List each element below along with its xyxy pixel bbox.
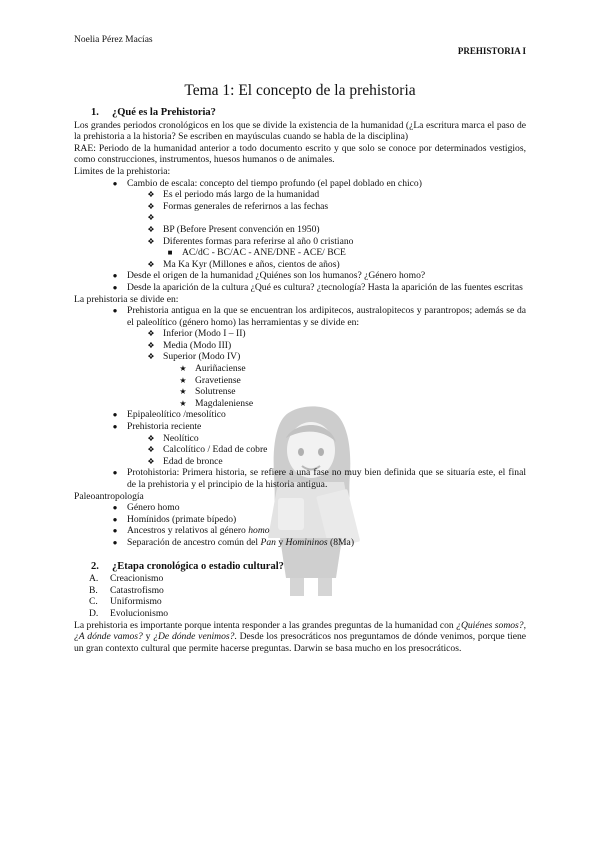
square-icon: ■ <box>167 248 173 258</box>
list-item: ● Cambio de escala: concepto del tiempo profundo (el papel doblado en chico) <box>74 178 526 190</box>
list-item: ● Prehistoria reciente <box>74 421 526 433</box>
list-label: Limites de la prehistoria: <box>74 165 171 177</box>
list-item: ❖ Calcolítico / Edad de cobre <box>147 444 268 456</box>
document-body <box>74 107 526 654</box>
list-item: C. Uniformismo <box>89 596 162 608</box>
paragraph: La prehistoria es importante porque intenta responder a las grandes preguntas de la humanidad con ¿Quiénes somos?, ¿A dónde vamos? y ¿De dónde venimos?. Desde los presocráticos nos preguntamos de dónde venimos, porque tiene un gran contexto cultural que permite hacerse preguntas. Darwin se basa mucho en los presocráticos. <box>74 619 527 654</box>
bullet-icon: ● <box>112 514 118 524</box>
list-item: ● Homínidos (primate bípedo) <box>74 514 526 526</box>
bullet-icon: ● <box>112 537 118 547</box>
list-item: ■ AC/dC - BC/AC - ANE/DNE - ACE/ BCE <box>74 247 526 259</box>
list-item: ● Prehistoria antigua en la que se encuentran los ardipitecos, australopitecos y parantropos; además se da el paleolítico (género homo) las herramientas y se divide en: <box>74 305 526 328</box>
list-item: ● Desde el origen de la humanidad ¿Quiénes son los humanos? ¿Género homo? <box>74 270 526 282</box>
paragraph: Los grandes periodos cronológicos en los que se divide la existencia de la humanidad (¿La escritura marca el paso de la prehistoria a la historia? Se escriben en mayúsculas cuando se habla de la disciplina) <box>74 119 526 143</box>
list-item: ★ Magdaleniense <box>179 397 254 409</box>
list-label: Paleoantropología <box>74 490 144 502</box>
bullet-icon: ● <box>112 410 118 420</box>
list-item: ❖ Superior (Modo IV) <box>147 351 241 363</box>
list-item: ❖ BP (Before Present convención en 1950) <box>147 223 320 235</box>
list-item: ● Separación de ancestro común del Pan y Homininos (8Ma) <box>74 537 526 549</box>
bullet-icon: ● <box>112 271 118 281</box>
list-item: ❖ Formas generales de referirnos a las fechas <box>147 200 329 212</box>
bullet-icon: ● <box>112 282 118 292</box>
list-label: La prehistoria se divide en: <box>74 293 179 305</box>
list-item: D. Evolucionismo <box>89 607 169 619</box>
list-item: B. Catastrofismo <box>89 584 164 596</box>
star-icon: ★ <box>179 398 187 408</box>
diamond-icon: ❖ <box>147 236 155 246</box>
list-item: ● Género homo <box>74 502 526 514</box>
list-item: ● Ancestros y relativos al género homo <box>74 525 526 537</box>
section-2-heading <box>91 561 526 573</box>
list-item: ❖ Media (Modo III) <box>147 339 232 351</box>
bullet-icon: ● <box>112 503 118 513</box>
diamond-icon: ❖ <box>147 352 155 362</box>
section-title: ¿Qué es la Prehistoria? <box>112 107 216 118</box>
list-item: ❖ Diferentes formas para referirse al año 0 cristiano <box>147 235 354 247</box>
diamond-icon: ❖ <box>147 190 155 200</box>
section-number: 1. <box>91 107 99 118</box>
section-title: ¿Etapa cronológica o estadio cultural? <box>112 560 284 572</box>
list-item: ❖ Ma Ka Kyr (Millones e años, cientos de años) <box>147 258 340 270</box>
list-item: ★ Gravetiense <box>179 374 241 386</box>
diamond-icon: ❖ <box>147 445 155 455</box>
list-item: ❖ Edad de bronce <box>147 455 223 467</box>
diamond-icon: ❖ <box>147 259 155 269</box>
list-item: ● Protohistoria: Primera historia, se refiere a una fase no muy bien definida que se situaría este, el final de la prehistoria y el principio de la historia antigua. <box>74 467 526 490</box>
bullet-icon: ● <box>112 178 118 188</box>
bullet-icon: ● <box>112 526 118 536</box>
star-icon: ★ <box>179 364 187 374</box>
star-icon: ★ <box>179 375 187 385</box>
list-item: ★ Auriñaciense <box>179 363 246 375</box>
star-icon: ★ <box>179 387 187 397</box>
list-item: ★ Solutrense <box>179 386 236 398</box>
list-item: ❖ Inferior (Modo I – II) <box>147 328 246 340</box>
section-1-heading <box>91 107 526 119</box>
diamond-icon: ❖ <box>147 340 155 350</box>
list-item: ❖ Neolítico <box>147 432 199 444</box>
bullet-icon: ● <box>112 306 118 316</box>
diamond-icon: ❖ <box>147 224 155 234</box>
list-item: ● Desde la aparición de la cultura ¿Qué es cultura? ¿tecnología? Hasta la aparición de las fuentes escritas <box>74 282 526 294</box>
list-item <box>74 212 526 224</box>
author-name: Noelia Pérez Macías <box>74 35 153 45</box>
paragraph: RAE: Periodo de la humanidad anterior a todo documento escrito y que solo se conoce por determinados vestigios, como construcciones, instrumentos, huesos humanos o de animales. <box>74 142 526 166</box>
diamond-icon: ❖ <box>147 433 155 443</box>
course-name: PREHISTORIA I <box>457 46 526 56</box>
list-item: ❖ Es el periodo más largo de la humanidad <box>147 189 320 201</box>
document-title: Tema 1: El concepto de la prehistoria <box>184 82 416 99</box>
bullet-icon: ● <box>112 468 118 478</box>
list-item: A. Creacionismo <box>89 573 164 585</box>
bullet-icon: ● <box>112 422 118 432</box>
section-number: 2. <box>91 560 99 572</box>
diamond-icon: ❖ <box>147 201 155 211</box>
diamond-icon: ❖ <box>147 213 155 223</box>
list-item: ● Epipaleolítico /mesolítico <box>74 409 526 421</box>
diamond-icon: ❖ <box>147 456 155 466</box>
diamond-icon: ❖ <box>147 329 155 339</box>
